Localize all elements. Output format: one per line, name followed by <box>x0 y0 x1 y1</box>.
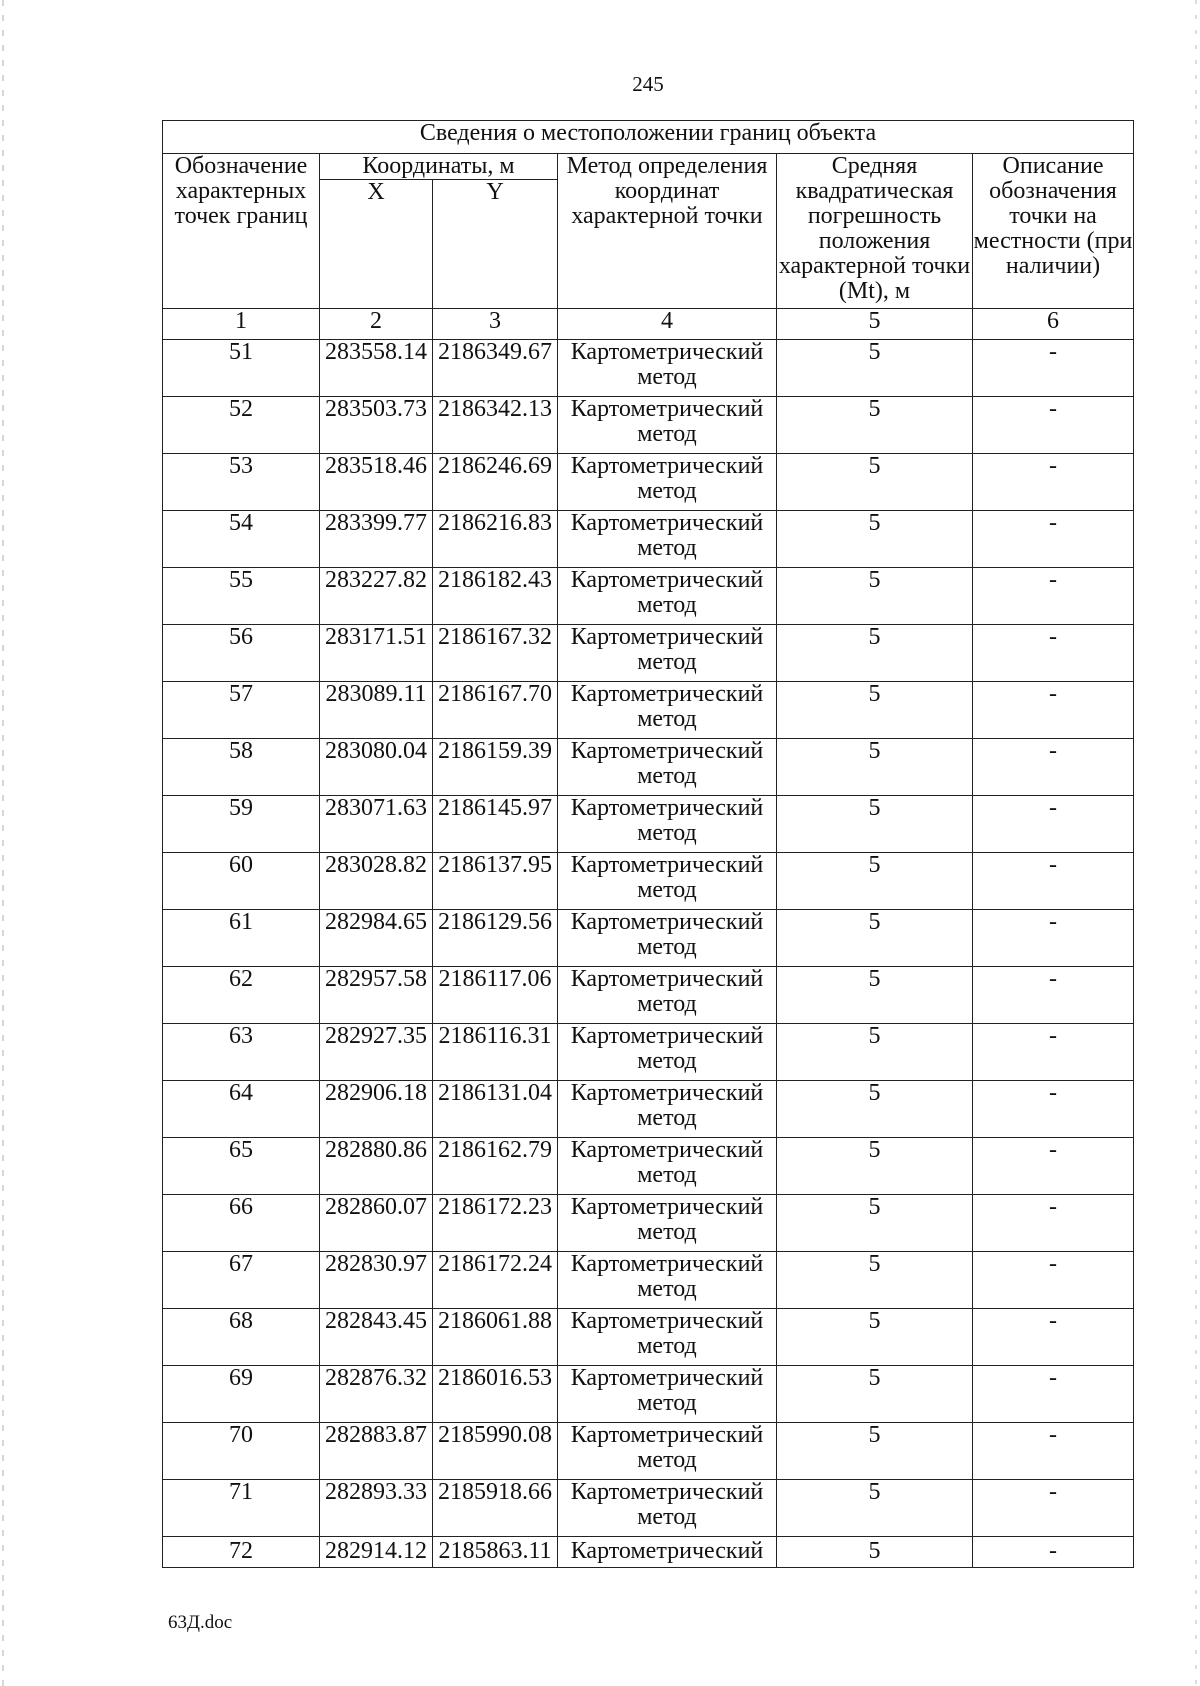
table-caption: Сведения о местоположении границ объекта <box>163 121 1134 154</box>
point-id: 62 <box>163 967 320 1024</box>
coord-x: 283399.77 <box>320 511 433 568</box>
method-line-1: Картометрический <box>570 453 764 479</box>
table-row <box>163 1195 1134 1252</box>
coord-y: 2186167.32 <box>433 625 558 682</box>
description-value: - <box>973 1024 1134 1081</box>
coord-x: 283071.63 <box>320 796 433 853</box>
description-value: - <box>973 454 1134 511</box>
table-body <box>163 340 1134 1568</box>
table-row <box>163 682 1134 739</box>
coord-x: 283503.73 <box>320 397 433 454</box>
method-line-1: Картометрический <box>570 624 764 650</box>
method-line-1: Картометрический <box>570 1080 764 1106</box>
method-line-2: метод <box>637 1219 697 1245</box>
description-value: - <box>973 1195 1134 1252</box>
table-row <box>163 1252 1134 1309</box>
method-line-1: Картометрический <box>570 1538 764 1564</box>
table-row <box>163 1423 1134 1480</box>
method-cell <box>558 568 777 625</box>
point-id: 64 <box>163 1081 320 1138</box>
method-cell <box>558 739 777 796</box>
coord-y: 2186172.24 <box>433 1252 558 1309</box>
coord-y: 2186129.56 <box>433 910 558 967</box>
column-number: 6 <box>973 309 1134 340</box>
header-accuracy: Средняя квадратическая погрешность положения характерной точки (Mt), м <box>777 154 973 309</box>
method-cell <box>558 1138 777 1195</box>
method-line-1: Картометрический <box>570 1023 764 1049</box>
description-value: - <box>973 625 1134 682</box>
table-row <box>163 967 1134 1024</box>
method-cell <box>558 340 777 397</box>
coord-y: 2186172.23 <box>433 1195 558 1252</box>
method-cell <box>558 796 777 853</box>
point-id: 58 <box>163 739 320 796</box>
method-line-1: Картометрический <box>570 1422 764 1448</box>
column-number: 2 <box>320 309 433 340</box>
description-value: - <box>973 682 1134 739</box>
point-id: 56 <box>163 625 320 682</box>
boundary-points-table <box>162 120 1134 1568</box>
method-line-2: метод <box>637 478 697 504</box>
point-id: 60 <box>163 853 320 910</box>
accuracy-value: 5 <box>777 853 973 910</box>
coord-y: 2186349.67 <box>433 340 558 397</box>
method-line-1: Картометрический <box>570 510 764 536</box>
description-value: - <box>973 1252 1134 1309</box>
coord-y: 2186162.79 <box>433 1138 558 1195</box>
method-line-2: метод <box>637 934 697 960</box>
method-cell <box>558 967 777 1024</box>
accuracy-value: 5 <box>777 910 973 967</box>
coord-y: 2186246.69 <box>433 454 558 511</box>
coord-x: 282876.32 <box>320 1366 433 1423</box>
description-value: - <box>973 1537 1134 1568</box>
method-line-2: метод <box>637 364 697 390</box>
coord-y: 2186016.53 <box>433 1366 558 1423</box>
description-value: - <box>973 1309 1134 1366</box>
point-id: 72 <box>163 1537 320 1568</box>
description-value: - <box>973 739 1134 796</box>
coord-y: 2186167.70 <box>433 682 558 739</box>
method-line-2: метод <box>637 1390 697 1416</box>
table-row <box>163 511 1134 568</box>
method-line-1: Картометрический <box>570 1308 764 1334</box>
method-line-1: Картометрический <box>570 396 764 422</box>
point-id: 70 <box>163 1423 320 1480</box>
coord-y: 2186342.13 <box>433 397 558 454</box>
coord-x: 282860.07 <box>320 1195 433 1252</box>
accuracy-value: 5 <box>777 796 973 853</box>
table-row <box>163 796 1134 853</box>
point-id: 65 <box>163 1138 320 1195</box>
coord-y: 2186131.04 <box>433 1081 558 1138</box>
method-line-2: метод <box>637 1333 697 1359</box>
accuracy-value: 5 <box>777 1138 973 1195</box>
table-row <box>163 853 1134 910</box>
description-value: - <box>973 1138 1134 1195</box>
method-line-1: Картометрический <box>570 1194 764 1220</box>
method-line-2: метод <box>637 706 697 732</box>
header-coords: Координаты, м <box>320 154 558 180</box>
description-value: - <box>973 1081 1134 1138</box>
accuracy-value: 5 <box>777 511 973 568</box>
method-line-2: метод <box>637 1447 697 1473</box>
accuracy-value: 5 <box>777 1309 973 1366</box>
accuracy-value: 5 <box>777 1366 973 1423</box>
accuracy-value: 5 <box>777 397 973 454</box>
coord-y: 2186061.88 <box>433 1309 558 1366</box>
method-line-2: метод <box>637 763 697 789</box>
table-row <box>163 625 1134 682</box>
coord-x: 282914.12 <box>320 1537 433 1568</box>
coord-x: 283028.82 <box>320 853 433 910</box>
point-id: 53 <box>163 454 320 511</box>
coord-y: 2185990.08 <box>433 1423 558 1480</box>
method-cell <box>558 682 777 739</box>
accuracy-value: 5 <box>777 625 973 682</box>
coord-x: 283171.51 <box>320 625 433 682</box>
method-line-2: метод <box>637 991 697 1017</box>
method-line-2: метод <box>637 1276 697 1302</box>
method-line-1: Картометрический <box>570 1479 764 1505</box>
column-number: 4 <box>558 309 777 340</box>
coord-x: 283089.11 <box>320 682 433 739</box>
coord-x: 282830.97 <box>320 1252 433 1309</box>
method-line-1: Картометрический <box>570 1137 764 1163</box>
description-value: - <box>973 568 1134 625</box>
coord-x: 283080.04 <box>320 739 433 796</box>
method-line-1: Картометрический <box>570 681 764 707</box>
description-value: - <box>973 397 1134 454</box>
method-line-2: метод <box>637 649 697 675</box>
accuracy-value: 5 <box>777 454 973 511</box>
column-number: 5 <box>777 309 973 340</box>
accuracy-value: 5 <box>777 1537 973 1568</box>
table-row <box>163 397 1134 454</box>
method-line-1: Картометрический <box>570 339 764 365</box>
method-line-2: метод <box>637 1504 697 1530</box>
method-line-2: метод <box>637 1048 697 1074</box>
coord-x: 282957.58 <box>320 967 433 1024</box>
method-line-2: метод <box>637 1105 697 1131</box>
header-y: Y <box>433 180 558 309</box>
method-cell <box>558 454 777 511</box>
accuracy-value: 5 <box>777 682 973 739</box>
coord-y: 2185918.66 <box>433 1480 558 1537</box>
point-id: 57 <box>163 682 320 739</box>
method-cell <box>558 910 777 967</box>
table-row <box>163 1024 1134 1081</box>
accuracy-value: 5 <box>777 1423 973 1480</box>
method-line-1: Картометрический <box>570 1251 764 1277</box>
point-id: 51 <box>163 340 320 397</box>
method-line-1: Картометрический <box>570 909 764 935</box>
method-line-2: метод <box>637 820 697 846</box>
accuracy-value: 5 <box>777 1081 973 1138</box>
method-line-2: метод <box>637 592 697 618</box>
header-point: Обозначение характерных точек границ <box>163 154 320 309</box>
point-id: 55 <box>163 568 320 625</box>
header-description: Описание обозначения точки на местности (при наличии) <box>973 154 1134 309</box>
method-cell <box>558 1081 777 1138</box>
header-x: X <box>320 180 433 309</box>
method-cell <box>558 397 777 454</box>
method-line-1: Картометрический <box>570 1365 764 1391</box>
coord-y: 2186159.39 <box>433 739 558 796</box>
method-cell <box>558 1537 777 1568</box>
table-row <box>163 568 1134 625</box>
column-number: 3 <box>433 309 558 340</box>
method-cell <box>558 1024 777 1081</box>
method-line-1: Картометрический <box>570 966 764 992</box>
method-line-1: Картометрический <box>570 852 764 878</box>
accuracy-value: 5 <box>777 739 973 796</box>
description-value: - <box>973 1366 1134 1423</box>
accuracy-value: 5 <box>777 1024 973 1081</box>
column-number: 1 <box>163 309 320 340</box>
coord-x: 283558.14 <box>320 340 433 397</box>
method-cell <box>558 853 777 910</box>
method-cell <box>558 1480 777 1537</box>
description-value: - <box>973 1480 1134 1537</box>
coord-y: 2185863.11 <box>433 1537 558 1568</box>
method-cell <box>558 1309 777 1366</box>
coord-x: 283227.82 <box>320 568 433 625</box>
coord-y: 2186216.83 <box>433 511 558 568</box>
table-row <box>163 1309 1134 1366</box>
point-id: 52 <box>163 397 320 454</box>
table-row <box>163 910 1134 967</box>
method-line-2: метод <box>637 1162 697 1188</box>
coord-y: 2186145.97 <box>433 796 558 853</box>
method-cell <box>558 511 777 568</box>
method-line-1: Картометрический <box>570 795 764 821</box>
table-row <box>163 1537 1134 1568</box>
table-row <box>163 1081 1134 1138</box>
point-id: 69 <box>163 1366 320 1423</box>
accuracy-value: 5 <box>777 1480 973 1537</box>
table-row <box>163 1480 1134 1537</box>
table-row <box>163 340 1134 397</box>
table-row <box>163 1366 1134 1423</box>
coord-x: 282843.45 <box>320 1309 433 1366</box>
point-id: 66 <box>163 1195 320 1252</box>
accuracy-value: 5 <box>777 1252 973 1309</box>
method-line-2: метод <box>637 877 697 903</box>
coord-x: 282906.18 <box>320 1081 433 1138</box>
method-cell <box>558 1195 777 1252</box>
page-number: 245 <box>632 72 664 96</box>
description-value: - <box>973 511 1134 568</box>
accuracy-value: 5 <box>777 967 973 1024</box>
point-id: 63 <box>163 1024 320 1081</box>
coord-y: 2186116.31 <box>433 1024 558 1081</box>
method-cell <box>558 625 777 682</box>
coord-x: 282984.65 <box>320 910 433 967</box>
description-value: - <box>973 1423 1134 1480</box>
method-cell <box>558 1252 777 1309</box>
accuracy-value: 5 <box>777 568 973 625</box>
description-value: - <box>973 853 1134 910</box>
footer-filename: 63Д.doc <box>168 1612 233 1633</box>
coord-x: 282880.86 <box>320 1138 433 1195</box>
accuracy-value: 5 <box>777 340 973 397</box>
coord-x: 282893.33 <box>320 1480 433 1537</box>
method-line-1: Картометрический <box>570 567 764 593</box>
description-value: - <box>973 796 1134 853</box>
header-method: Метод определения координат характерной точки <box>558 154 777 309</box>
point-id: 68 <box>163 1309 320 1366</box>
coord-y: 2186137.95 <box>433 853 558 910</box>
method-cell <box>558 1366 777 1423</box>
point-id: 67 <box>163 1252 320 1309</box>
coord-y: 2186182.43 <box>433 568 558 625</box>
method-line-2: метод <box>637 421 697 447</box>
coord-x: 282883.87 <box>320 1423 433 1480</box>
description-value: - <box>973 967 1134 1024</box>
point-id: 54 <box>163 511 320 568</box>
table-row <box>163 739 1134 796</box>
point-id: 61 <box>163 910 320 967</box>
method-line-2: метод <box>637 535 697 561</box>
method-line-1: Картометрический <box>570 738 764 764</box>
accuracy-value: 5 <box>777 1195 973 1252</box>
description-value: - <box>973 910 1134 967</box>
table-row <box>163 1138 1134 1195</box>
coord-y: 2186117.06 <box>433 967 558 1024</box>
coord-x: 282927.35 <box>320 1024 433 1081</box>
description-value: - <box>973 340 1134 397</box>
point-id: 71 <box>163 1480 320 1537</box>
coord-x: 283518.46 <box>320 454 433 511</box>
table-row <box>163 454 1134 511</box>
point-id: 59 <box>163 796 320 853</box>
method-cell <box>558 1423 777 1480</box>
